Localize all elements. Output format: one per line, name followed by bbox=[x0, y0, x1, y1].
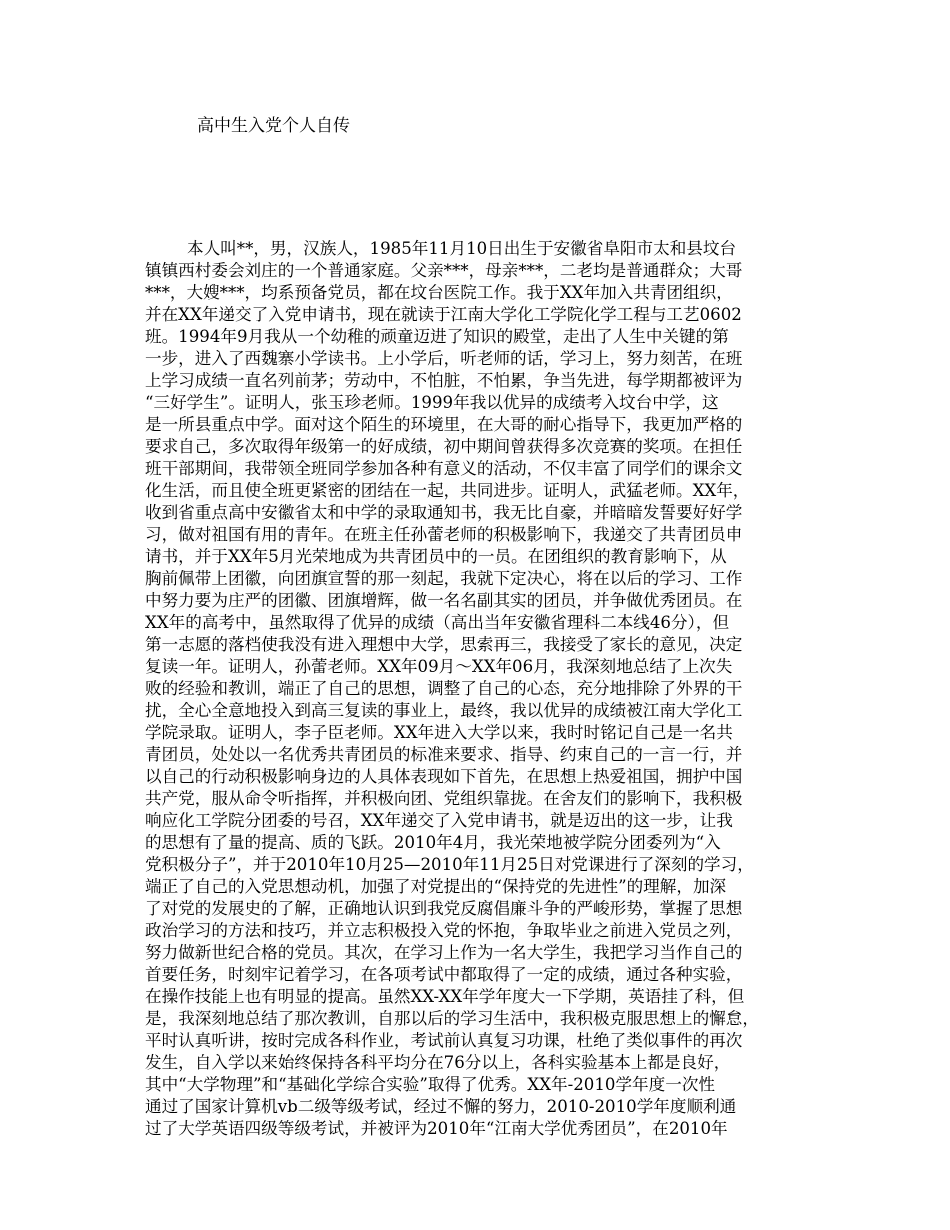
body-line: 中努力要为庄严的团徽、团旗增辉，做一名名副其实的团员，并争做优秀团员。在 bbox=[145, 591, 743, 610]
body-line: 败的经验和教训，端正了自己的思想，调整了自己的心态，充分地排除了外界的干 bbox=[145, 679, 743, 698]
body-line: 是一所县重点中学。面对这个陌生的环境里，在大哥的耐心指导下，我更加严格的 bbox=[145, 415, 743, 434]
body-line: 习，做对祖国有用的青年。在班主任孙蕾老师的积极影响下，我递交了共青团员申 bbox=[145, 525, 743, 544]
body-line: 化生活，而且使全班更紧密的团结在一起，共同进步。证明人，武猛老师。XX年， bbox=[145, 481, 750, 500]
body-line: 要求自己，多次取得年级第一的好成绩，初中期间曾获得多次竞赛的奖项。在担任 bbox=[145, 437, 743, 456]
body-line: 通过了国家计算机vb二级等级考试，经过不懈的努力，2010-2010学年度顺利通 bbox=[145, 1097, 737, 1116]
body-line: 复读一年。证明人，孙蕾老师。XX年09月～XX年06月，我深刻地总结了上次失 bbox=[145, 657, 733, 676]
body-line: 本人叫**，男，汉族人，1985年11月10日出生于安徽省阜阳市太和县坟台 bbox=[187, 239, 737, 258]
body-line: 班。1994年9月我从一个幼稚的顽童迈进了知识的殿堂，走出了人生中关键的第 bbox=[145, 327, 729, 346]
body-line: 第一志愿的落档使我没有进入理想中大学，思索再三，我接受了家长的意见，决定 bbox=[145, 635, 743, 654]
body-line: 并在XX年递交了入党申请书，现在就读于江南大学化工学院化学工程与工艺0602 bbox=[145, 305, 742, 324]
body-line: 上学习成绩一直名列前茅；劳动中，不怕脏，不怕累，争当先进，每学期都被评为 bbox=[145, 371, 743, 390]
body-line: 了对党的发展史的了解，正确地认识到我党反腐倡廉斗争的严峻形势，掌握了思想 bbox=[145, 899, 743, 918]
body-line: 努力做新世纪合格的党员。其次，在学习上作为一名大学生，我把学习当作自己的 bbox=[145, 943, 743, 962]
body-line: 响应化工学院分团委的号召，XX年递交了入党申请书，就是迈出的这一步，让我 bbox=[145, 811, 733, 830]
body-line: 扰，全心全意地投入到高三复读的事业上，最终，我以优异的成绩被江南大学化工 bbox=[145, 701, 743, 720]
body-line: 镇镇西村委会刘庄的一个普通家庭。父亲***，母亲***，二老均是普通群众；大哥 bbox=[145, 261, 743, 280]
body-line: 平时认真听讲，按时完成各科作业，考试前认真复习功课，杜绝了类似事件的再次 bbox=[145, 1031, 743, 1050]
body-line: 以自己的行动积极影响身边的人具体表现如下首先，在思想上热爱祖国，拥护中国 bbox=[145, 767, 743, 786]
body-line: 端正了自己的入党思想动机，加强了对党提出的“保持党的先进性”的理解，加深 bbox=[145, 877, 727, 896]
body-line: ***，大嫂***，均系预备党员，都在坟台医院工作。我于XX年加入共青团组织， bbox=[145, 283, 733, 302]
body-line: 过了大学英语四级等级考试，并被评为2010年“江南大学优秀团员”，在2010年 bbox=[145, 1119, 728, 1138]
body-line: 在操作技能上也有明显的提高。虽然XX-XX年学年度大一下学期，英语挂了科，但 bbox=[145, 987, 745, 1006]
body-line: XX年的高考中，虽然取得了优异的成绩（高出当年安徽省理科二本线46分），但 bbox=[145, 613, 730, 632]
body-line: 青团员，处处以一名优秀共青团员的标准来要求、指导、约束自己的一言一行，并 bbox=[145, 745, 743, 764]
body-line: 首要任务，时刻牢记着学习，在各项考试中都取得了一定的成绩，通过各种实验， bbox=[145, 965, 743, 984]
body-line: 胸前佩带上团徽，向团旗宣誓的那一刻起，我就下定决心，将在以后的学习、工作 bbox=[145, 569, 743, 588]
body-line: 学院录取。证明人，李子臣老师。XX年进入大学以来，我时时铭记自己是一名共 bbox=[145, 723, 733, 742]
body-line: 一步，进入了西魏寨小学读书。上小学后，听老师的话，学习上，努力刻苦，在班 bbox=[145, 349, 743, 368]
document-title: 高中生入党个人自传 bbox=[197, 116, 350, 136]
body-line: 政治学习的方法和技巧，并立志积极投入党的怀抱，争取毕业之前进入党员之列， bbox=[145, 921, 743, 940]
body-line: 班干部期间，我带领全班同学参加各种有意义的活动，不仅丰富了同学们的课余文 bbox=[145, 459, 743, 478]
body-line: 是，我深刻地总结了那次教训，自那以后的学习生活中，我积极克服思想上的懈怠， bbox=[145, 1009, 759, 1028]
body-line: 发生，自入学以来始终保持各科平均分在76分以上，各科实验基本上都是良好， bbox=[145, 1053, 731, 1072]
body-line: 共产党，服从命令听指挥，并积极向团、党组织靠拢。在舍友们的影响下，我积极 bbox=[145, 789, 743, 808]
body-line: 收到省重点高中安徽省太和中学的录取通知书，我无比自豪，并暗暗发誓要好好学 bbox=[145, 503, 743, 522]
body-line: 的思想有了量的提高、质的飞跃。2010年4月，我光荣地被学院分团委列为“入 bbox=[145, 833, 721, 852]
body-line: 其中“大学物理”和“基础化学综合实验”取得了优秀。XX年-2010学年度一次性 bbox=[145, 1075, 716, 1094]
body-line: 请书，并于XX年5月光荣地成为共青团员中的一员。在团组织的教育影响下，从 bbox=[145, 547, 727, 566]
body-line: 党积极分子”，并于2010年10月25—2010年11月25日对党课进行了深刻的学习， bbox=[145, 855, 754, 874]
body-line: “三好学生”。证明人，张玉珍老师。1999年我以优异的成绩考入坟台中学，这 bbox=[145, 393, 719, 412]
